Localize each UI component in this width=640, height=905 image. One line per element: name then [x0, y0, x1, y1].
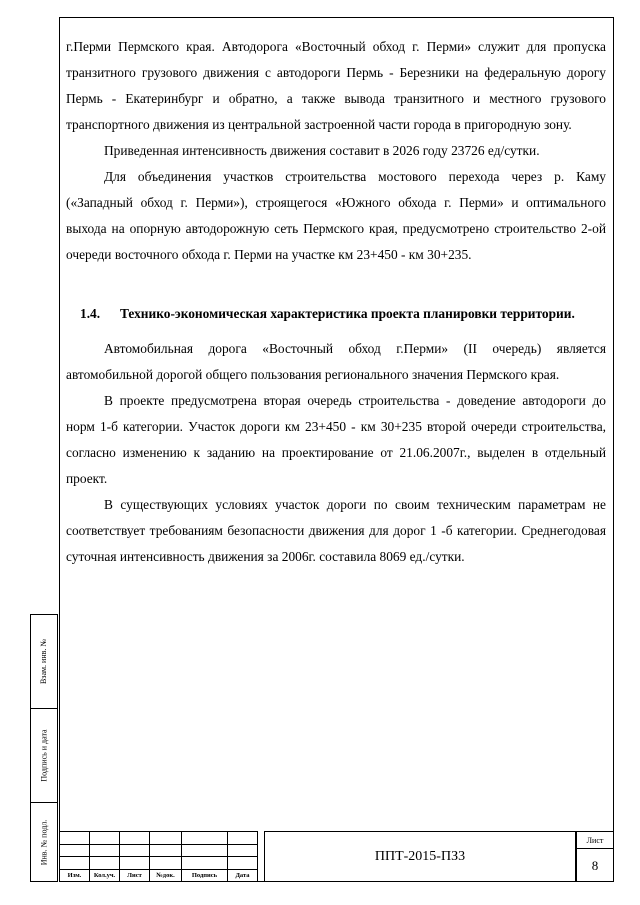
section-title: Технико-экономическая характеристика проекта планировки территории.: [120, 306, 575, 321]
sheet-number: 8: [591, 858, 599, 873]
side-label-podpis: Подпись и дата: [39, 729, 49, 782]
revision-row: [60, 857, 258, 870]
side-label-inv: Инв. № подл.: [39, 819, 49, 865]
section-heading: [66, 305, 606, 322]
paragraph-5: В проекте предусмотрена вторая очередь строительства - доведение автодороги до норм 1-б категории. Участок дороги км 23+450 - км 30+235 второй очереди строительства, согласно изменению к заданию на проектирование от 21.06.2007г., выделен в отдельный проект.: [66, 393, 606, 486]
side-box-vzam: [30, 614, 58, 709]
paragraph-3: Для объединения участков строительства мостового перехода через р. Каму («Западный обход г. Перми»), строящегося «Южного обхода г. Перми» и оптимального выхода на опорную автодорожную сеть Пермского края, предусмотрено строительство 2-ой очереди восточного обхода г. Перми на участке км 23+450 - км 30+235.: [66, 169, 606, 262]
section-number: 1.4.: [80, 306, 101, 321]
paragraph-6: В существующих условиях участок дороги по своим техническим параметрам не соответствует требованиям безопасности движения для дорог 1 -б категории. Среднегодовая суточная интенсивность движения за 2006г. составила 8069 ед./сутки.: [66, 497, 606, 564]
document-code: ППТ-2015-ПЗ3: [264, 831, 576, 882]
header-data: Дата: [228, 869, 258, 882]
revision-header-row: [60, 869, 258, 882]
revision-table: [59, 831, 258, 882]
title-block: [59, 831, 614, 882]
paragraph-1: г.Перми Пермского края. Автодорога «Восточный обход г. Перми» служит для пропуска транзитного грузового движения с автодороги Пермь - Березники на федеральную дорогу Пермь - Екатеринбург и обратно, а также вывода транзитного и местного грузового транспортного движения из центральной застроенной части города в пригородную зону.: [66, 39, 606, 132]
header-kol-uch: Кол.уч.: [90, 869, 120, 882]
paragraph-2: Приведенная интенсивность движения составит в 2026 году 23726 ед/сутки.: [104, 143, 540, 158]
side-box-inv: [30, 802, 58, 882]
header-podpis: Подпись: [182, 869, 228, 882]
header-ndok: №док.: [150, 869, 182, 882]
sheet-label: Лист: [577, 832, 613, 849]
revision-row: [60, 832, 258, 845]
header-izm: Изм.: [60, 869, 90, 882]
paragraph-4: Автомобильная дорога «Восточный обход г.Перми» (II очередь) является автомобильной дорогой общего пользования регионального значения Пермского края.: [66, 341, 606, 382]
header-list: Лист: [120, 869, 150, 882]
sheet-box: [576, 831, 614, 882]
side-label-vzam: Взам. инв. №: [39, 638, 49, 685]
side-box-podpis: [30, 708, 58, 803]
document-body: [66, 34, 606, 570]
revision-row: [60, 844, 258, 857]
